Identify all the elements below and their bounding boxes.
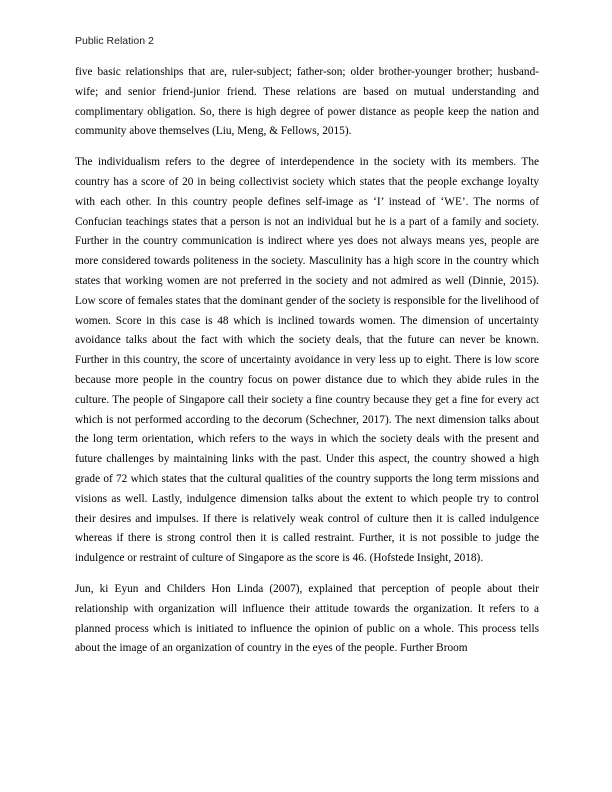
paragraph-power-distance: five basic relationships that are, ruler-subject; father-son; older brother-younger brother; husband-wife; and senior friend-junior friend. These relations are based on mutual understanding and complimentary obligation. So, there is high degree of power distance as people keep the nation and community above themselves (Liu, Meng, & Fellows, 2015).: [75, 66, 539, 138]
paragraph-hofstede-dimensions: The individualism refers to the degree of interdependence in the society with its members. The country has a score of 20 in being collectivist society which states that the people exchange loyalty with each other. In this country people defines self-image as ‘I’ instead of ‘WE’. The norms of Confucian teachings states that a person is not an individual but he is a part of a family and society. Further in the country communication is indirect where yes does not always means yes, people are more considered towards politeness in the society. Masculinity has a high score in the country which states that working women are not preferred in the society and not admired as well (Dinnie, 2015). Low score of females states that the dominant gender of the society is responsible for the livelihood of women. Score in this case is 48 which is inclined towards women. The dimension of uncertainty avoidance talks about the fact with which the society deals, that the future can never be known. Further in this country, the score of uncertainty avoidance in very less up to eight. There is low score because more people in the country focus on power distance due to which they abide rules in the culture. The people of Singapore call their society a fine country because they get a fine for every act which is not performed according to the decorum (Schechner, 2017). The next dimension talks about the long term orientation, which refers to the ways in which the society deals with the present and future challenges by maintaining links with the past. Under this aspect, the country showed a high grade of 72 which states that the cultural qualities of the country supports the long term missions and visions as well. Lastly, indulgence dimension talks about the extent to which people try to control their desires and impulses. If there is relatively weak control of culture then it is called indulgence whereas if there is strong control then it is called restraint. Further, it is not possible to judge the indulgence or restraint of culture of Singapore as the score is 46. (Hofstede Insight, 2018).: [75, 156, 539, 565]
paragraph-public-relations: Jun, ki Eyun and Childers Hon Linda (2007), explained that perception of people about their relationship with organization will influence their attitude towards the organization. It refers to a planned process which is initiated to influence the opinion of public on a whole. This process tells about the image of an organization of country in the eyes of the people. Further Broom: [75, 582, 539, 655]
body-text: [75, 63, 539, 670]
running-header: Public Relation 2: [75, 35, 154, 47]
